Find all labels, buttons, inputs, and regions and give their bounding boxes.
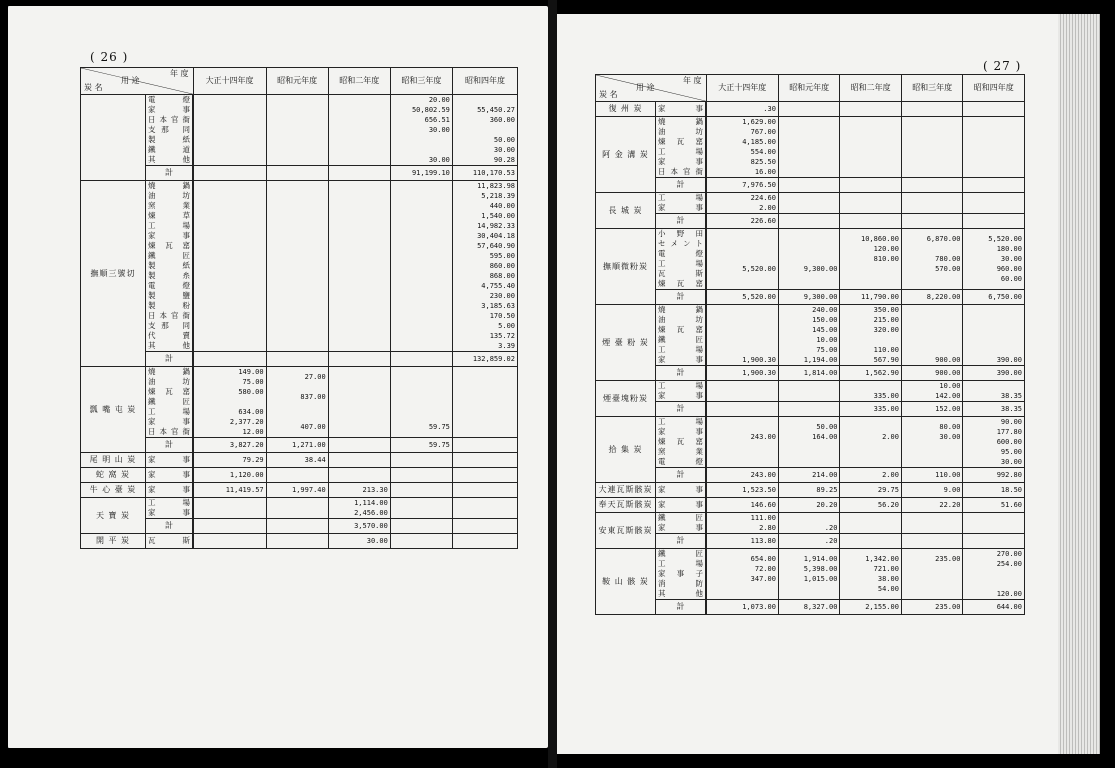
category-name: 撫順微粉炭 [596,229,656,305]
value-cell: 27.00 837.00 407.00 [266,367,328,438]
value-cell: 59.75 [390,367,452,438]
header-year: 年 度 [169,69,189,78]
page-number-left: ( 26 ) [90,50,129,64]
total-row [596,468,1025,483]
group-row [596,102,1025,117]
category-name: 天 寶 炭 [81,498,146,534]
right-table [595,74,1025,615]
value-cell: 654.00 72.00 347.00 [706,549,778,600]
value-cell [452,498,517,519]
value-cell: 1,914.00 5,398.00 1,015.00 [778,549,840,600]
use-list: 鐵 匠 家 事 [656,513,707,534]
value-cell: 11,419.57 [193,483,266,498]
total-cell [266,166,328,181]
value-cell: .20 [778,513,840,534]
value-cell: 79.29 [193,453,266,468]
value-cell [390,453,452,468]
value-cell: 1,114.00 2,456.00 [328,498,390,519]
use-list: 家 事 [146,453,194,468]
column-header: 昭和三年度 [901,75,963,102]
use-list: 工 場 家 事 [656,193,707,214]
value-cell: 90.00 177.80 600.00 95.00 30.00 [963,417,1025,468]
total-cell [328,166,390,181]
header-name: 炭 名 [84,83,103,92]
value-cell: .30 [706,102,778,117]
group-row [81,95,518,166]
total-row [596,214,1025,229]
group-row [596,229,1025,290]
category-name: 長 城 炭 [596,193,656,229]
total-cell: 2,155.00 [840,600,902,615]
value-cell: 22.20 [901,498,963,513]
total-cell: 1,814.00 [778,366,840,381]
category-name: 牛 心 臺 炭 [81,483,146,498]
total-label: 計 [656,534,707,549]
category-name: 撫順三號切 [81,181,146,367]
value-cell: 20.00 50,802.59 656.51 30.00 30.00 [390,95,452,166]
value-cell [778,102,840,117]
value-cell: 213.30 [328,483,390,498]
total-cell [706,402,778,417]
column-header: 昭和二年度 [840,75,902,102]
value-cell: 51.60 [963,498,1025,513]
category-name: 大連瓦斯骸炭 [596,483,656,498]
value-cell: 5,520.00 [706,229,778,290]
column-header: 昭和二年度 [328,68,390,95]
group-row [596,498,1025,513]
value-cell: 11,823.98 5,218.39 440.00 1,540.00 14,982.33 30,404.18 57,640.90 595.00 860.00 868.00 4,755.40 230.00 3,185.63 170.50 5.00 135.72 3.39 [452,181,517,352]
header-year: 年 度 [682,76,702,85]
total-cell [840,534,902,549]
column-header: 昭和三年度 [390,68,452,95]
total-row [596,534,1025,549]
total-cell [840,214,902,229]
value-cell: 18.50 [963,483,1025,498]
total-cell [452,519,517,534]
total-cell [390,352,452,367]
category-name: 鞍 山 骸 炭 [596,549,656,615]
total-cell: 38.35 [963,402,1025,417]
value-cell: 29.75 [840,483,902,498]
total-cell: 390.00 [963,366,1025,381]
total-label: 計 [656,214,707,229]
value-cell: 335.00 [840,381,902,402]
total-cell: 110.00 [901,468,963,483]
value-cell: 240.00 150.00 145.00 10.00 75.00 1,194.00 [778,305,840,366]
value-cell [266,95,328,166]
value-cell: 30.00 [328,534,390,549]
value-cell: 270.00 254.00 120.00 [963,549,1025,600]
total-cell [901,534,963,549]
total-cell: .20 [778,534,840,549]
total-cell: 226.60 [706,214,778,229]
value-cell [390,498,452,519]
value-cell: 243.00 [706,417,778,468]
total-cell: 3,827.20 [193,438,266,453]
total-cell: 110,170.53 [452,166,517,181]
total-cell: 644.00 [963,600,1025,615]
use-list: 工 場 家 事 [146,498,194,519]
total-cell: 2.00 [840,468,902,483]
use-list: 鐵 匠 工 場 家 事 子 消 防 其 他 [656,549,707,600]
category-name [81,95,146,181]
value-cell [266,468,328,483]
total-label: 計 [656,600,707,615]
total-cell [963,178,1025,193]
value-cell: 9.00 [901,483,963,498]
value-cell: 10,860.00 120.00 810.00 [840,229,902,290]
total-row [596,402,1025,417]
total-cell: 5,520.00 [706,290,778,305]
use-list: 家 事 [146,483,194,498]
use-list: 家 事 [656,483,707,498]
category-name: 阿 金 溝 炭 [596,117,656,193]
group-row [596,381,1025,402]
total-cell: 113.80 [706,534,778,549]
total-cell [901,178,963,193]
group-row [596,483,1025,498]
value-cell: 6,870.00 780.00 570.00 [901,229,963,290]
value-cell: 900.00 [901,305,963,366]
category-name: 瓢 嘴 屯 炭 [81,367,146,453]
group-row [81,483,518,498]
category-name: 煙臺塊粉炭 [596,381,656,417]
category-name: 復 州 炭 [596,102,656,117]
total-row [81,166,518,181]
total-cell: 335.00 [840,402,902,417]
column-header: 大正十四年度 [193,68,266,95]
value-cell: 1,523.50 [706,483,778,498]
total-label: 計 [656,402,707,417]
group-row [596,117,1025,178]
page-edge-right [1058,14,1100,754]
value-cell [193,95,266,166]
total-cell [390,519,452,534]
total-cell: 8,220.00 [901,290,963,305]
total-cell [328,438,390,453]
group-row [596,549,1025,600]
header-corner [596,75,707,102]
value-cell: 5,520.00 180.00 30.00 960.00 60.00 [963,229,1025,290]
total-label: 計 [146,519,194,534]
group-row [596,513,1025,534]
total-cell: 1,900.30 [706,366,778,381]
value-cell [901,193,963,214]
total-cell: 11,790.00 [840,290,902,305]
column-header: 昭和元年度 [266,68,328,95]
use-list: 家 事 [656,498,707,513]
total-cell: 900.00 [901,366,963,381]
total-row [81,438,518,453]
group-row [81,181,518,352]
total-cell: 1,271.00 [266,438,328,453]
value-cell [452,367,517,438]
page-number-right: ( 27 ) [983,59,1022,73]
value-cell [840,513,902,534]
value-cell [266,181,328,352]
value-cell [963,193,1025,214]
right-page [557,14,1087,754]
value-cell [193,534,266,549]
total-label: 計 [656,178,707,193]
value-cell: 2.00 [840,417,902,468]
value-cell: 149.00 75.00 580.00 634.00 2,377.20 12.00 [193,367,266,438]
value-cell [778,193,840,214]
header-corner [81,68,194,95]
book-gutter [548,0,557,768]
total-cell: 6,750.00 [963,290,1025,305]
value-cell [452,483,517,498]
value-cell [266,534,328,549]
left-table [80,67,518,549]
value-cell: 235.00 [901,549,963,600]
total-row [596,178,1025,193]
header-row [596,75,1025,102]
value-cell [452,534,517,549]
total-cell: 8,327.00 [778,600,840,615]
total-row [596,366,1025,381]
value-cell [328,181,390,352]
value-cell: 50.00 164.00 [778,417,840,468]
total-label: 計 [656,366,707,381]
use-list: 燒 鍋 油 坊 煉 瓦 窰 鐵 匠 工 場 家 事 [656,305,707,366]
value-cell: 20.20 [778,498,840,513]
value-cell: 89.25 [778,483,840,498]
value-cell: 1,342.00 721.00 38.00 54.00 [840,549,902,600]
value-cell [193,498,266,519]
value-cell: 1,900.30 [706,305,778,366]
value-cell [266,498,328,519]
group-row [596,417,1025,468]
left-page [8,6,548,748]
value-cell [328,367,390,438]
total-cell [963,214,1025,229]
total-cell: 59.75 [390,438,452,453]
header-name: 炭 名 [599,90,618,99]
group-row [81,534,518,549]
value-cell [840,117,902,178]
value-cell [840,102,902,117]
total-cell: 1,073.00 [706,600,778,615]
total-cell [778,178,840,193]
total-cell [901,214,963,229]
total-label: 計 [146,166,194,181]
category-name: 拾 集 炭 [596,417,656,483]
category-name: 尾 明 山 炭 [81,453,146,468]
category-name: 奉天瓦斯骸炭 [596,498,656,513]
total-cell: 9,300.00 [778,290,840,305]
category-name: 安東瓦斯骸炭 [596,513,656,549]
total-row [81,519,518,534]
value-cell: 350.00 215.00 320.00 110.00 567.90 [840,305,902,366]
header-use: 用 途 [121,76,140,85]
group-row [81,468,518,483]
total-cell [778,214,840,229]
use-list: 瓦 斯 [146,534,194,549]
value-cell [840,193,902,214]
use-list: 電 燈 家 事 日本官衙 支那 同 製 紙 鐵 道 其 他 [146,95,194,166]
total-cell: 3,570.00 [328,519,390,534]
column-header: 大正十四年度 [706,75,778,102]
total-cell: 132,859.02 [452,352,517,367]
total-cell [963,534,1025,549]
value-cell [963,513,1025,534]
total-cell [778,402,840,417]
value-cell: 390.00 [963,305,1025,366]
value-cell: 80.00 30.00 [901,417,963,468]
value-cell: 38.44 [266,453,328,468]
total-cell: 992.80 [963,468,1025,483]
value-cell: 38.35 [963,381,1025,402]
total-cell [328,352,390,367]
use-list: 家 事 [656,102,707,117]
column-header: 昭和元年度 [778,75,840,102]
total-row [596,290,1025,305]
total-cell [840,178,902,193]
value-cell [328,453,390,468]
value-cell [328,95,390,166]
group-row [81,498,518,519]
category-name: 煙 臺 粉 炭 [596,305,656,381]
use-list: 燒 鍋 油 坊 煉 瓦 窰 工 場 家 事 日本官衙 [656,117,707,178]
use-list: 燒 鍋 油 坊 窯 業 煉 草 工 場 家 事 煉 瓦 窰 鐵 匠 製 紙 製 糸 電 燈 製 鹽 製 粉 日本官衙 支那 同 代 賣 其 他 [146,181,194,352]
value-cell [390,181,452,352]
value-cell [778,117,840,178]
total-cell: 1,562.90 [840,366,902,381]
total-label: 計 [656,468,707,483]
value-cell [390,468,452,483]
use-list: 工 場 家 事 [656,381,707,402]
value-cell [390,483,452,498]
group-row [596,193,1025,214]
total-cell [193,519,266,534]
total-cell [266,352,328,367]
column-header: 昭和四年度 [452,68,517,95]
value-cell [390,534,452,549]
value-cell: 146.60 [706,498,778,513]
value-cell: 9,300.00 [778,229,840,290]
total-row [596,600,1025,615]
value-cell [963,117,1025,178]
value-cell: 1,120.00 [193,468,266,483]
value-cell [901,117,963,178]
value-cell [452,453,517,468]
total-row [81,352,518,367]
total-cell [193,166,266,181]
group-row [596,305,1025,366]
header-row [81,68,518,95]
group-row [81,453,518,468]
total-cell: 235.00 [901,600,963,615]
column-header: 昭和四年度 [963,75,1025,102]
value-cell: 10.00 142.00 [901,381,963,402]
total-label: 計 [146,352,194,367]
total-cell [193,352,266,367]
category-name: 蛇 窩 炭 [81,468,146,483]
use-list: 家 事 [146,468,194,483]
value-cell [706,381,778,402]
value-cell: 1,629.00 767.00 4,185.00 554.00 825.50 16.00 [706,117,778,178]
group-row [81,367,518,438]
value-cell [901,513,963,534]
value-cell: 56.20 [840,498,902,513]
total-cell [266,519,328,534]
value-cell [193,181,266,352]
value-cell: 224.60 2.00 [706,193,778,214]
value-cell [452,468,517,483]
value-cell [328,468,390,483]
header-use: 用 途 [636,83,655,92]
total-label: 計 [656,290,707,305]
category-name: 開 平 炭 [81,534,146,549]
value-cell: 1,997.40 [266,483,328,498]
total-cell: 243.00 [706,468,778,483]
use-list: 小 野 田 セメント 電 燈 工 場 瓦 斯 煉 瓦 窰 [656,229,707,290]
use-list: 工 場 家 事 煉 瓦 窰 窯 業 電 燈 [656,417,707,468]
value-cell: 111.00 2.80 [706,513,778,534]
total-cell: 152.00 [901,402,963,417]
total-label: 計 [146,438,194,453]
use-list: 燒 鍋 油 坊 煉 瓦 窰 鐵 匠 工 場 家 事 日本官衙 [146,367,194,438]
total-cell: 7,976.50 [706,178,778,193]
value-cell [963,102,1025,117]
value-cell [901,102,963,117]
value-cell [778,381,840,402]
total-cell [452,438,517,453]
total-cell: 214.00 [778,468,840,483]
total-cell: 91,199.10 [390,166,452,181]
value-cell: 55,450.27 360.00 50.00 30.00 90.28 [452,95,517,166]
